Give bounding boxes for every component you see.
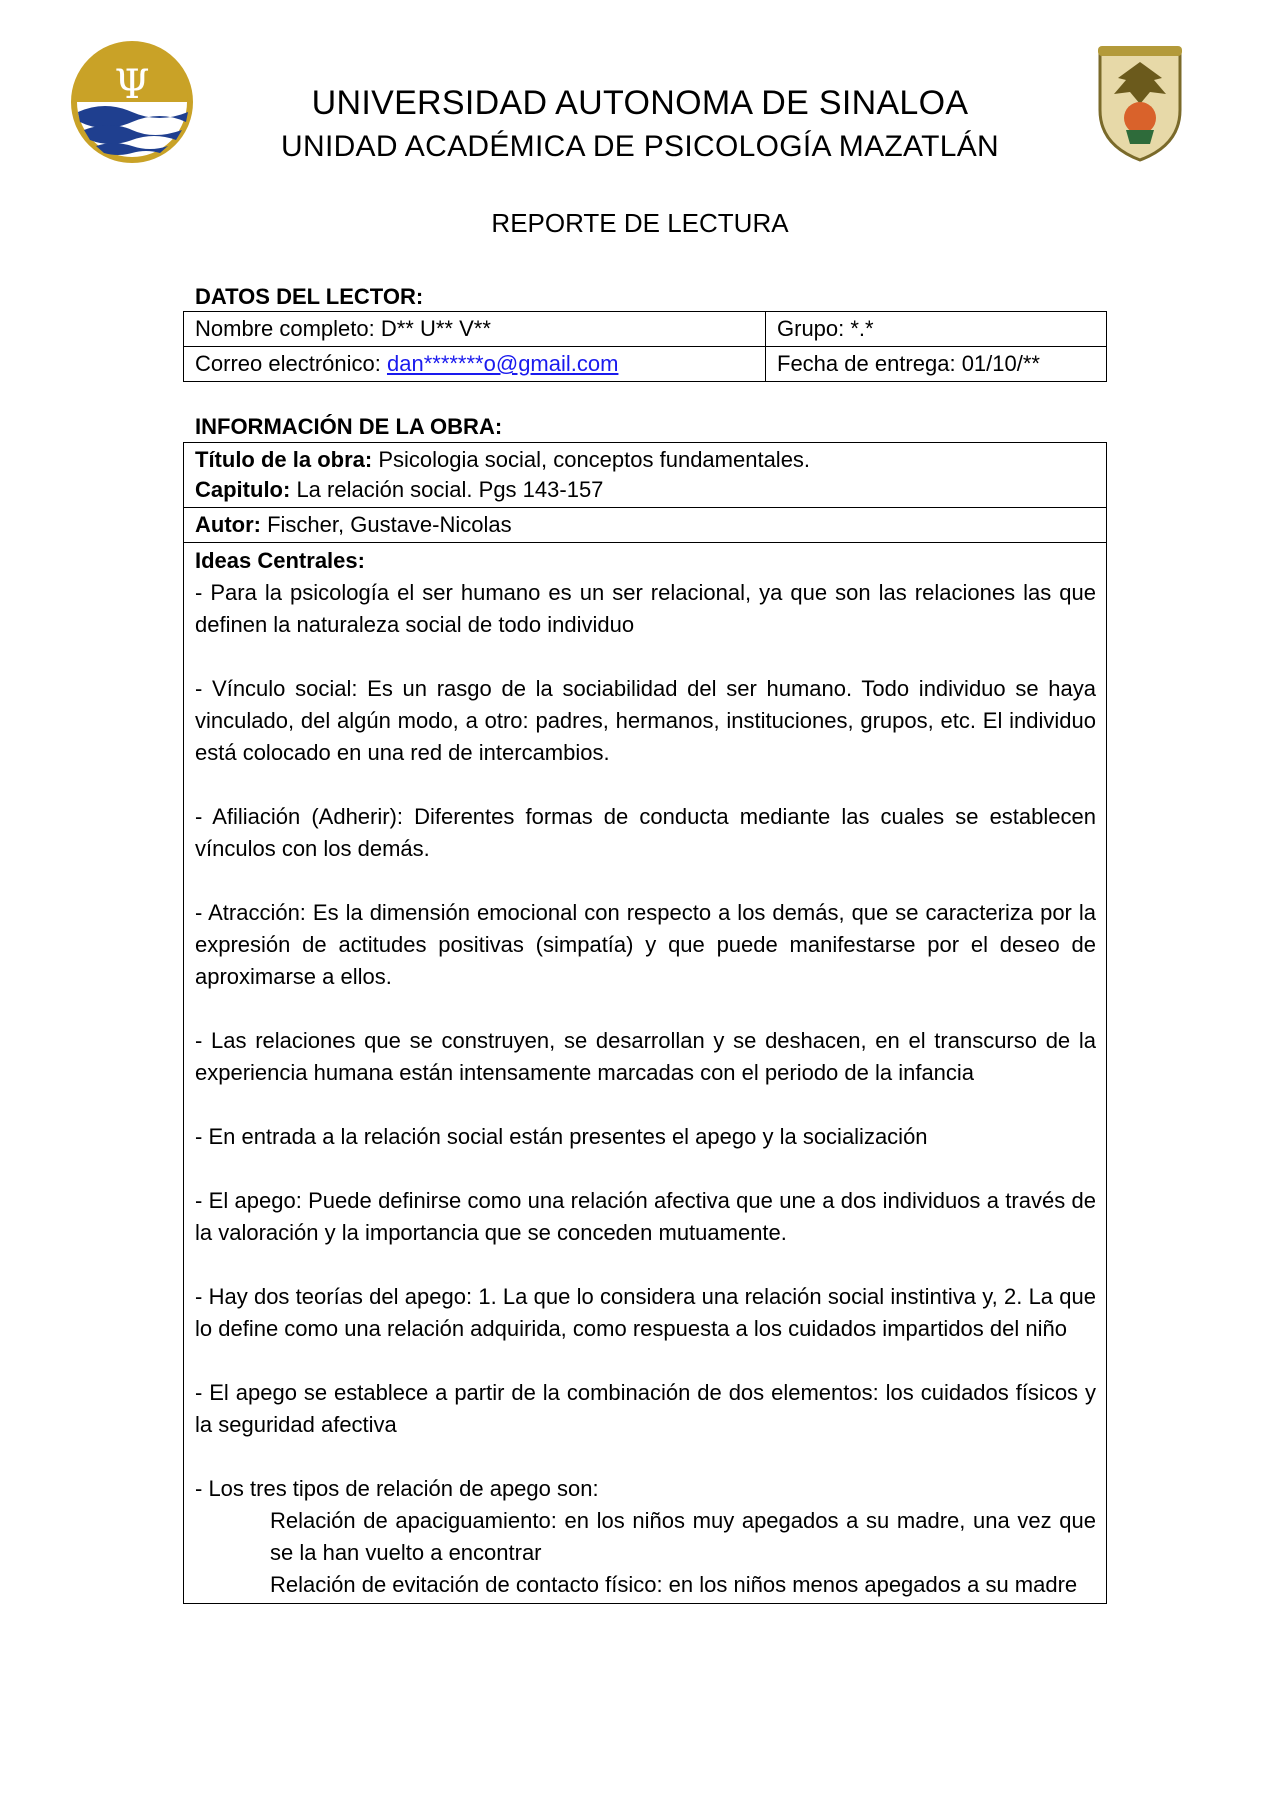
central-ideas-cell bbox=[184, 543, 1107, 1604]
author-label: Autor: bbox=[195, 512, 261, 537]
author-value: Fischer, Gustave-Nicolas bbox=[260, 512, 512, 537]
work-section-label: INFORMACIÓN DE LA OBRA: bbox=[195, 414, 503, 439]
name-value: D** U** V** bbox=[380, 316, 491, 341]
email-cell bbox=[184, 347, 766, 382]
email-label: Correo electrónico: bbox=[195, 351, 387, 376]
table-row bbox=[184, 347, 1107, 382]
chapter-value: La relación social. Pgs 143-157 bbox=[290, 477, 604, 502]
attachment-type-item: Relación de evitación de contacto físico: en los niños menos apegados a su madre bbox=[270, 1572, 1078, 1597]
idea-paragraph: - Hay dos teorías del apego: 1. La que lo considera una relación social instintiva y, 2. La que lo define como una relación adquirida, como respuesta a los cuidados impartidos del niño bbox=[195, 1284, 1096, 1341]
group-value: *.* bbox=[850, 316, 874, 341]
work-table bbox=[183, 442, 1107, 1604]
idea-paragraph: - En entrada a la relación social están presentes el apego y la socialización bbox=[195, 1124, 928, 1149]
idea-paragraph: - Atracción: Es la dimensión emocional con respecto a los demás, que se caracteriza por la expresión de actitudes positivas (simpatía) y que puede manifestarse por el deseo de aproximarse a ellos. bbox=[195, 900, 1096, 989]
name-label: Nombre completo: bbox=[195, 316, 381, 341]
date-value: 01/10/** bbox=[961, 351, 1040, 376]
author-cell bbox=[184, 508, 1107, 543]
report-title: REPORTE DE LECTURA bbox=[491, 208, 789, 238]
name-cell bbox=[184, 312, 766, 347]
title-chapter-cell bbox=[184, 443, 1107, 508]
group-label: Grupo: bbox=[777, 316, 851, 341]
idea-paragraph: - Las relaciones que se construyen, se desarrollan y se deshacen, en el transcurso de la experiencia humana están intensamente marcadas con el periodo de la infancia bbox=[195, 1028, 1096, 1085]
group-cell bbox=[766, 312, 1107, 347]
reader-table bbox=[183, 311, 1107, 382]
idea-paragraph: - El apego: Puede definirse como una relación afectiva que une a dos individuos a través de la valoración y la importancia que se conceden mutuamente. bbox=[195, 1188, 1096, 1245]
reader-section-label: DATOS DEL LECTOR: bbox=[195, 284, 424, 309]
table-row bbox=[184, 443, 1107, 508]
date-cell bbox=[766, 347, 1107, 382]
idea-paragraph: - Vínculo social: Es un rasgo de la sociabilidad del ser humano. Todo individuo se haya vinculado, del algún modo, a otro: padres, hermanos, instituciones, grupos, etc. El individuo está colocado en una red de intercambios. bbox=[195, 676, 1096, 765]
ideas-label: Ideas Centrales: bbox=[195, 548, 365, 573]
attachment-type-item: Relación de apaciguamiento: en los niños muy apegados a su madre, una vez que se la han vuelto a encontrar bbox=[270, 1508, 1096, 1565]
attachment-types-intro: - Los tres tipos de relación de apego son: bbox=[195, 1476, 599, 1501]
idea-paragraph: - El apego se establece a partir de la combinación de dos elementos: los cuidados físicos y la seguridad afectiva bbox=[195, 1380, 1096, 1437]
table-row bbox=[184, 312, 1107, 347]
chapter-label: Capitulo: bbox=[195, 477, 291, 502]
work-title-value: Psicologia social, conceptos fundamentales. bbox=[372, 447, 811, 472]
idea-paragraph: - Para la psicología el ser humano es un ser relacional, ya que son las relaciones las que definen la naturaleza social de todo individuo bbox=[195, 580, 1096, 637]
idea-paragraph: - Afiliación (Adherir): Diferentes formas de conducta mediante las cuales se establecen vínculos con los demás. bbox=[195, 804, 1096, 861]
table-row bbox=[184, 508, 1107, 543]
psi-symbol: Ψ bbox=[114, 62, 150, 108]
work-title-label: Título de la obra: bbox=[195, 447, 373, 472]
table-row bbox=[184, 543, 1107, 1604]
date-label: Fecha de entrega: bbox=[777, 351, 962, 376]
email-link[interactable]: dan*******o@gmail.com bbox=[386, 351, 619, 376]
academic-unit-title: UNIDAD ACADÉMICA DE PSICOLOGÍA MAZATLÁN bbox=[281, 130, 999, 163]
university-title: UNIVERSIDAD AUTONOMA DE SINALOA bbox=[311, 84, 969, 122]
